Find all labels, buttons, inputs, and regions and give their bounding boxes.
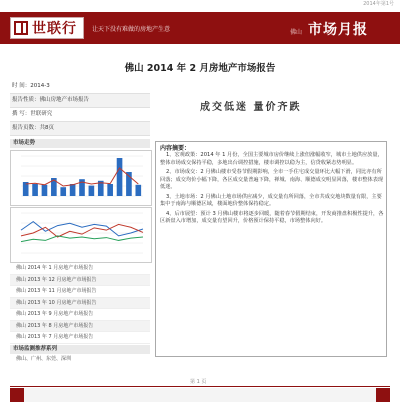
- page-number: 第 1 页: [190, 379, 207, 385]
- report-link[interactable]: 佛山 2013 年 11 月房地产市场报告: [10, 286, 150, 298]
- summary-paragraph: 3、土地市场：2 月佛山土地市场供应减少，成交量有所回落，全市共成交地块数量有限，主要集中于南海与顺德区域，楼面地价整体保持稳定。: [160, 193, 382, 207]
- document-title: 佛山 2014 年 2 月房地产市场报告: [124, 63, 276, 74]
- meta-row-pages: 报告页数：共8页: [10, 122, 150, 136]
- header-city-tag: 佛山: [290, 29, 303, 36]
- related-reports-list: [10, 263, 150, 344]
- summary-text: [160, 152, 384, 228]
- bar-chart-bar: [107, 184, 113, 196]
- report-meta-table: [10, 80, 150, 136]
- recommended-cities: 佛山、广州、东莞、深圳: [16, 356, 72, 362]
- report-link[interactable]: 佛山 2013 年 10 月房地产市场报告: [10, 298, 150, 310]
- header-issue-number: 2014年第1号: [363, 1, 394, 7]
- report-link[interactable]: 佛山 2013 年 12 月房地产市场报告: [10, 275, 150, 287]
- bar-chart-box: [10, 150, 152, 206]
- bar-chart-bar: [135, 185, 141, 196]
- line-chart-series-3: [21, 236, 143, 242]
- meta-row-nature: 报告性质：佛山房地产市场报告: [10, 94, 150, 108]
- logo-text: 世联行: [32, 21, 77, 37]
- meta-row-author: 撰 写：世联研究: [10, 108, 150, 122]
- supply-transaction-bar-chart: [11, 151, 149, 203]
- summary-paragraph: 1、宏观政策：2014 年 1 月份，全国主要城市房价继续上涨但涨幅收窄，城市土地供应放量，整体市场成交保持平稳，多地出台调控措施，楼市调控以稳为主，信贷收紧态势明显。: [160, 152, 383, 166]
- header-slogan: 让天下没有难做的房地产生意: [92, 26, 171, 33]
- line-chart-box: [10, 207, 152, 263]
- bar-chart-bar: [89, 186, 95, 196]
- footer-right-mark: [376, 388, 390, 402]
- section-heading-market-trend: 市场走势: [10, 139, 150, 148]
- price-trend-line-chart: [11, 208, 149, 260]
- summary-paragraph: 4、后市展望：预计 3 月佛山楼市将逐步回暖，随着春节假期结束，开发商推盘积极性提升，各区新盘入市增加，成交量有望回升，价格预计保持平稳，市场整体向好。: [160, 210, 384, 224]
- recommended-section: [10, 345, 150, 365]
- report-link[interactable]: 佛山 2014 年 1 月房地产市场报告: [10, 263, 150, 275]
- footer-left-mark: [10, 388, 24, 402]
- section-heading-recommended: 市场监测推荐系列: [10, 345, 150, 354]
- report-headline: 成交低迷 量价齐跌: [200, 102, 302, 113]
- footer-bar: [10, 388, 390, 402]
- bar-chart-bar: [32, 184, 38, 196]
- market-trend-section: [10, 139, 150, 261]
- meta-row-time: 时 间：2014-3: [10, 80, 150, 94]
- summary-title: 内容摘要：: [160, 145, 191, 152]
- bar-chart-bar: [42, 185, 48, 196]
- bar-chart-bar: [117, 158, 123, 196]
- bar-chart-bar: [60, 187, 66, 196]
- summary-paragraph: 2、市场成交：2 月佛山楼市受春节假期影响，全市一手住宅成交量环比大幅下滑，同比亦有所回落；成交均价小幅下降，各区成交量普遍下降，禅城、南海、顺德成交明显回落，楼市整体表现低迷。: [160, 169, 384, 190]
- header-title: 市场月报: [308, 22, 368, 38]
- logo-icon: [14, 21, 28, 35]
- report-link[interactable]: 佛山 2013 年 8 月房地产市场报告: [10, 321, 150, 333]
- footer-divider: [10, 386, 390, 387]
- bar-chart-bar: [70, 184, 76, 196]
- report-link[interactable]: 佛山 2013 年 9 月房地产市场报告: [10, 309, 150, 321]
- report-link[interactable]: 佛山 2013 年 7 月房地产市场报告: [10, 332, 150, 344]
